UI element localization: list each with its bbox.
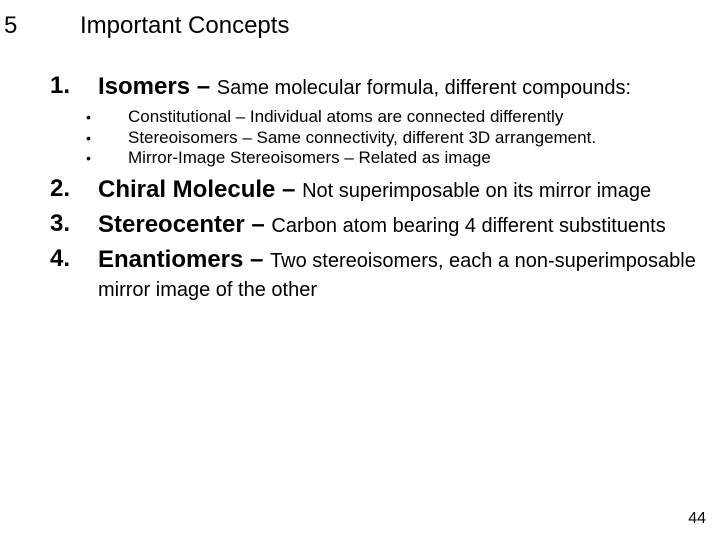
concept-item-chiral-molecule [50,175,710,206]
sub-item-text: Stereoisomers – Same connectivity, different 3D arrangement. [128,127,597,147]
bullet-icon: • [86,109,91,125]
sub-item [86,127,710,149]
item-definition: Not superimposable on its mirror image [302,179,652,202]
concept-item-enantiomers [50,245,710,305]
bullet-icon: • [86,129,91,146]
item-number: 2. [50,174,71,202]
bullet-icon: • [86,150,91,166]
item-term: Enantiomers [98,245,244,273]
item-term: Isomers [98,73,191,100]
sub-list [86,107,710,169]
sub-item-text: Mirror-Image Stereoisomers – Related as image [128,148,491,167]
slide-number: 5 [4,12,18,39]
slide-title: Important Concepts [80,12,290,39]
item-definition: Two stereoisomers, each a non-superimposable mirror image of the other [98,249,696,301]
sub-item-text: Constitutional – Individual atoms are connected differently [128,107,564,126]
item-definition: Same molecular formula, different compounds: [216,77,632,99]
sub-item [86,107,710,128]
item-separator: – [190,73,217,100]
concept-list [50,72,710,305]
concept-item-isomers [50,72,710,169]
page-number: 44 [688,510,706,527]
item-text [98,245,710,305]
item-definition: Carbon atom bearing 4 different substituents [271,214,666,237]
item-separator: – [243,245,271,273]
item-term: Chiral Molecule [98,175,276,203]
item-text [98,210,710,241]
item-number: 3. [50,209,71,237]
item-number: 4. [50,244,71,272]
item-number: 1. [50,72,71,99]
item-text [98,175,710,206]
concept-item-stereocenter [50,210,710,241]
item-text [98,72,710,103]
item-separator: – [275,175,303,203]
item-separator: – [244,210,272,238]
item-term: Stereocenter [98,210,245,238]
sub-item [86,148,710,169]
